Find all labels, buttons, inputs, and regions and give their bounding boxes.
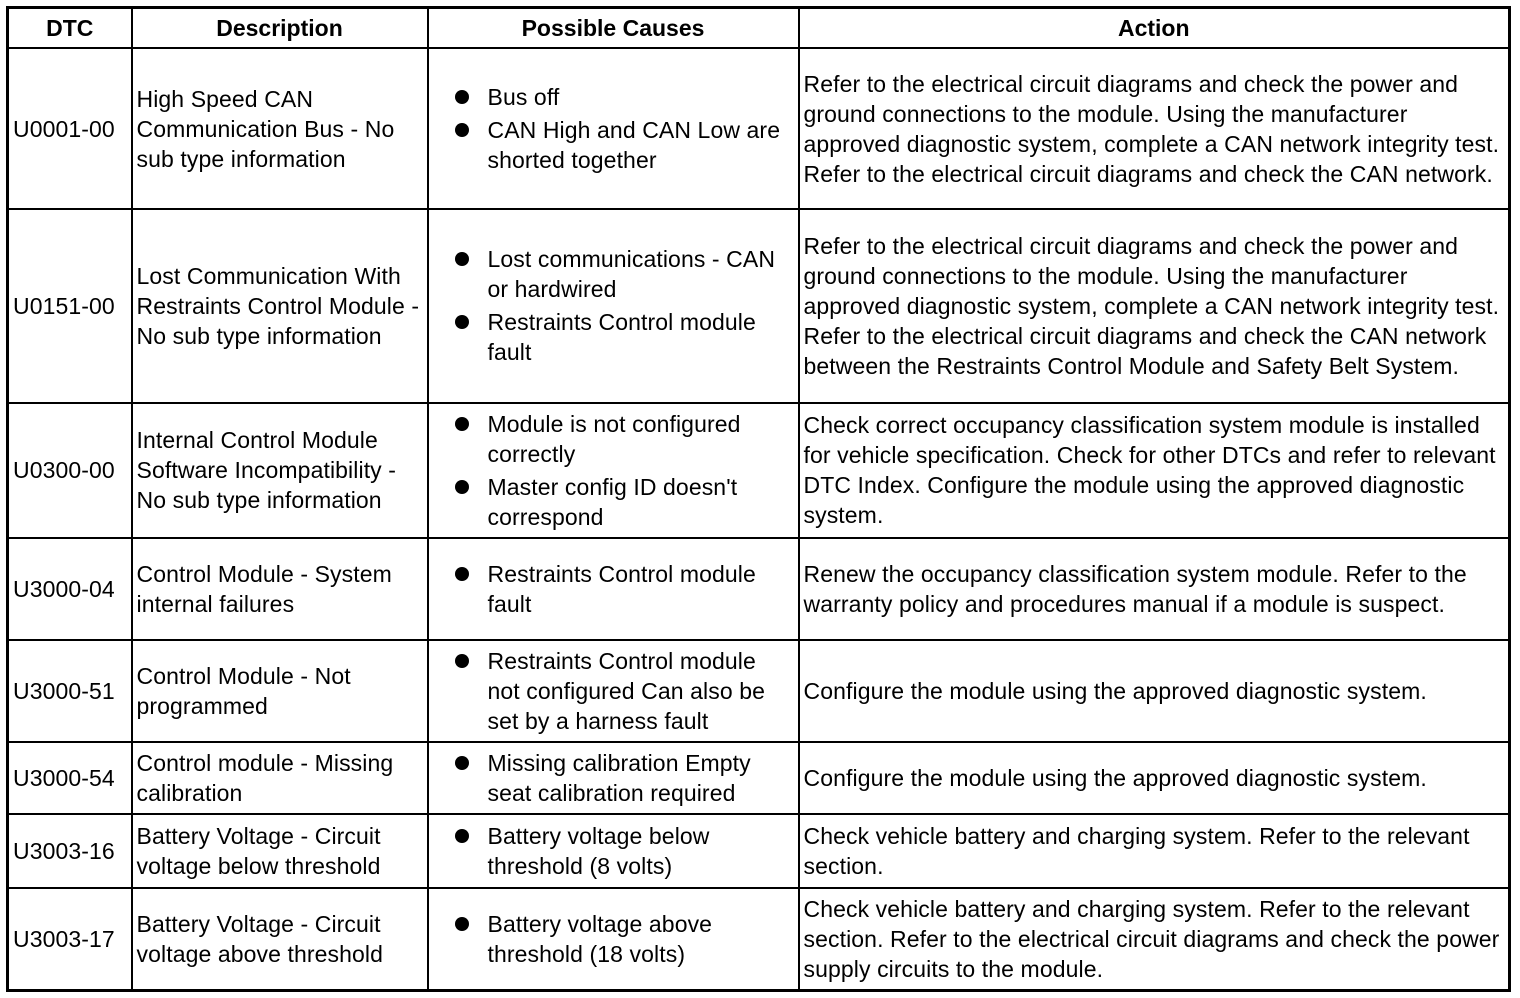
cause-text: Missing calibration Empty seat calibration required bbox=[487, 750, 751, 807]
dtc-description: Control Module - Not programmed bbox=[132, 640, 428, 742]
causes-list bbox=[433, 748, 794, 808]
cause-text: Master config ID doesn't correspond bbox=[487, 473, 738, 530]
table-row bbox=[8, 209, 1510, 402]
cause-item bbox=[488, 646, 794, 736]
cause-text: Battery voltage below threshold (8 volts) bbox=[487, 823, 710, 880]
cause-text: Restraints Control module fault bbox=[487, 309, 756, 366]
dtc-code: U3003-17 bbox=[8, 888, 132, 990]
dtc-description: Control module - Missing calibration bbox=[132, 742, 428, 814]
bullet-icon bbox=[455, 829, 469, 843]
cause-item bbox=[488, 409, 794, 469]
dtc-action: Configure the module using the approved diagnostic system. bbox=[799, 742, 1510, 814]
cause-text: Lost communications - CAN or hardwired bbox=[487, 246, 776, 303]
cause-item bbox=[488, 472, 794, 532]
dtc-description: High Speed CAN Communication Bus - No sub type information bbox=[132, 48, 428, 209]
dtc-description: Battery Voltage - Circuit voltage above threshold bbox=[132, 888, 428, 990]
dtc-description: Lost Communication With Restraints Control Module - No sub type information bbox=[132, 209, 428, 402]
dtc-action: Check vehicle battery and charging system. Refer to the relevant section. bbox=[799, 814, 1510, 888]
causes-list bbox=[433, 821, 794, 881]
cause-item bbox=[488, 244, 794, 304]
possible-causes bbox=[428, 538, 799, 640]
cause-text: Restraints Control module fault bbox=[487, 560, 756, 617]
possible-causes bbox=[428, 48, 799, 209]
header-dtc: DTC bbox=[8, 8, 132, 49]
bullet-icon bbox=[455, 315, 469, 329]
cause-text: Module is not configured correctly bbox=[487, 410, 741, 467]
cause-text: Bus off bbox=[487, 84, 560, 111]
dtc-description: Internal Control Module Software Incompatibility - No sub type information bbox=[132, 403, 428, 538]
table-row bbox=[8, 888, 1510, 990]
header-possible-causes: Possible Causes bbox=[428, 8, 799, 49]
cause-item bbox=[488, 748, 794, 808]
possible-causes bbox=[428, 742, 799, 814]
header-action: Action bbox=[799, 8, 1510, 49]
dtc-code: U0300-00 bbox=[8, 403, 132, 538]
table-row bbox=[8, 538, 1510, 640]
dtc-code: U0151-00 bbox=[8, 209, 132, 402]
dtc-action: Renew the occupancy classification system module. Refer to the warranty policy and procedures manual if a module is suspect. bbox=[799, 538, 1510, 640]
header-description: Description bbox=[132, 8, 428, 49]
cause-text: Battery voltage above threshold (18 volts) bbox=[487, 911, 713, 968]
cause-text: Restraints Control module not configured Can also be set by a harness fault bbox=[487, 647, 766, 734]
table-row bbox=[8, 48, 1510, 209]
dtc-code: U0001-00 bbox=[8, 48, 132, 209]
cause-item bbox=[488, 559, 794, 619]
causes-list bbox=[433, 559, 794, 619]
table-row bbox=[8, 403, 1510, 538]
cause-item bbox=[488, 909, 794, 969]
dtc-action: Check vehicle battery and charging system. Refer to the relevant section. Refer to the electrical circuit diagrams and check the power supply circuits to the module. bbox=[799, 888, 1510, 990]
causes-list bbox=[433, 409, 794, 532]
dtc-action: Refer to the electrical circuit diagrams and check the power and ground connections to the module. Using the manufacturer approved diagnostic system, complete a CAN network integrity test. Refer to the electrical circuit diagrams and check the CAN network. bbox=[799, 48, 1510, 209]
table-header-row bbox=[8, 8, 1510, 49]
dtc-table bbox=[6, 6, 1511, 992]
dtc-description: Control Module - System internal failures bbox=[132, 538, 428, 640]
dtc-code: U3003-16 bbox=[8, 814, 132, 888]
possible-causes bbox=[428, 403, 799, 538]
bullet-icon bbox=[455, 756, 469, 770]
causes-list bbox=[433, 82, 794, 175]
cause-item bbox=[488, 115, 794, 175]
table-row bbox=[8, 640, 1510, 742]
dtc-code: U3000-54 bbox=[8, 742, 132, 814]
possible-causes bbox=[428, 209, 799, 402]
dtc-code: U3000-51 bbox=[8, 640, 132, 742]
dtc-action: Refer to the electrical circuit diagrams and check the power and ground connections to the module. Using the manufacturer approved diagnostic system, complete a CAN network integrity test. Refer to the electrical circuit diagrams and check the CAN network between the Restraints Control Module and Safety Belt System. bbox=[799, 209, 1510, 402]
causes-list bbox=[433, 909, 794, 969]
cause-item bbox=[488, 82, 794, 112]
bullet-icon bbox=[455, 917, 469, 931]
cause-item bbox=[488, 821, 794, 881]
bullet-icon bbox=[455, 480, 469, 494]
possible-causes bbox=[428, 814, 799, 888]
causes-list bbox=[433, 244, 794, 367]
bullet-icon bbox=[455, 654, 469, 668]
bullet-icon bbox=[455, 123, 469, 137]
dtc-code: U3000-04 bbox=[8, 538, 132, 640]
dtc-description: Battery Voltage - Circuit voltage below threshold bbox=[132, 814, 428, 888]
dtc-action: Configure the module using the approved diagnostic system. bbox=[799, 640, 1510, 742]
bullet-icon bbox=[455, 417, 469, 431]
bullet-icon bbox=[455, 90, 469, 104]
possible-causes bbox=[428, 640, 799, 742]
cause-text: CAN High and CAN Low are shorted together bbox=[487, 117, 781, 174]
cause-item bbox=[488, 307, 794, 367]
causes-list bbox=[433, 646, 794, 736]
bullet-icon bbox=[455, 252, 469, 266]
table-row bbox=[8, 814, 1510, 888]
bullet-icon bbox=[455, 567, 469, 581]
possible-causes bbox=[428, 888, 799, 990]
dtc-action: Check correct occupancy classification system module is installed for vehicle specification. Check for other DTCs and refer to relevant DTC Index. Configure the module using the approved diagnostic system. bbox=[799, 403, 1510, 538]
table-row bbox=[8, 742, 1510, 814]
